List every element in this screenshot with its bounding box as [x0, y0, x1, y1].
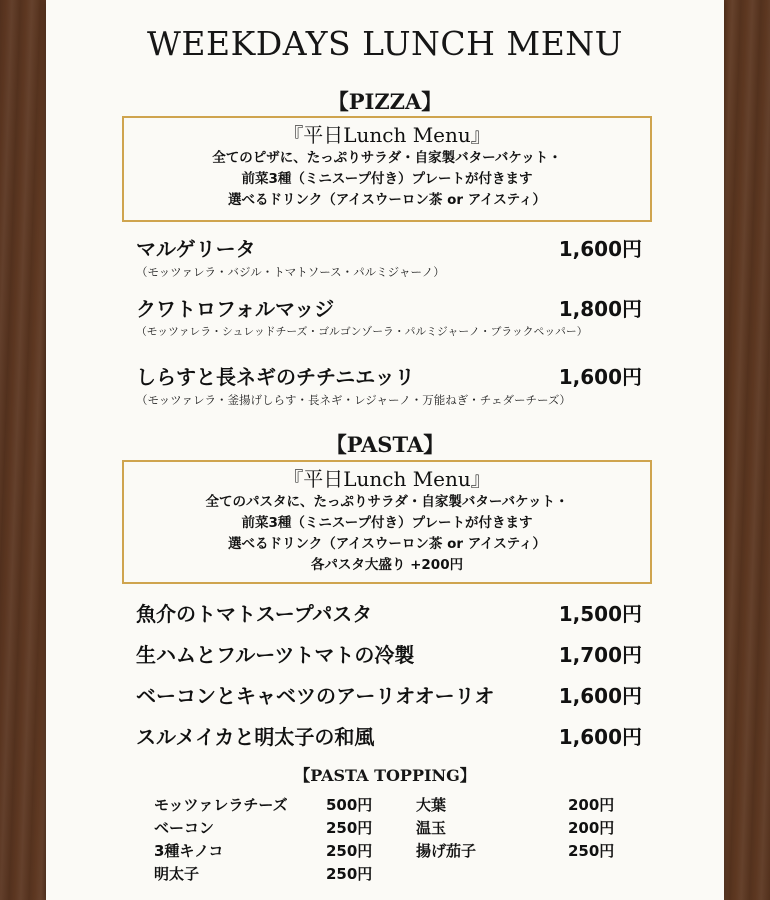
topping-name: 揚げ茄子 [416, 842, 477, 860]
pizza-item-name: マルゲリータ [136, 237, 256, 261]
pizza-box-line: 全てのピザに、たっぷりサラダ・自家製バターバケット・ [212, 150, 562, 166]
pizza-lunch-box [122, 116, 652, 222]
topping-price: 250円 [326, 865, 373, 883]
topping-name: 大葉 [416, 796, 447, 814]
pizza-box-line: 前菜3種（ミニスープ付き）プレートが付きます [241, 171, 533, 187]
pizza-box-line: 選べるドリンク（アイスウーロン茶 or アイスティ） [227, 192, 546, 208]
pasta-lunch-box [122, 460, 652, 584]
pizza-item-price: 1,600円 [558, 237, 642, 261]
pasta-box-line: 選べるドリンク（アイスウーロン茶 or アイスティ） [227, 536, 546, 552]
pasta-box-line: 前菜3種（ミニスープ付き）プレートが付きます [241, 515, 533, 531]
menu-title: WEEKDAYS LUNCH MENU [147, 24, 623, 63]
pizza-item-name: クワトロフォルマッジ [136, 297, 335, 321]
pizza-item-desc: （モッツァレラ・バジル・トマトソース・パルミジャーノ） [136, 265, 445, 279]
topping-name: 3種キノコ [154, 842, 224, 860]
pasta-box-line: 全てのパスタに、たっぷりサラダ・自家製バターバケット・ [205, 494, 569, 510]
topping-name: 明太子 [154, 865, 200, 883]
menu-paper [46, 0, 724, 900]
pizza-item-desc: （モッツァレラ・シュレッドチーズ・ゴルゴンゾーラ・パルミジャーノ・ブラックペッパー） [136, 325, 588, 338]
pasta-item-price: 1,600円 [558, 725, 642, 749]
topping-name: ベーコン [154, 819, 215, 837]
pasta-item-name: 生ハムとフルーツトマトの冷製 [136, 643, 415, 667]
pizza-box-title: 『平日Lunch Menu』 [283, 123, 491, 147]
pasta-box-title: 『平日Lunch Menu』 [283, 467, 491, 491]
pizza-heading: 【PIZZA】 [327, 89, 443, 114]
topping-price: 250円 [326, 819, 373, 837]
pasta-item-price: 1,600円 [558, 684, 642, 708]
topping-price: 200円 [568, 819, 615, 837]
pasta-box-line: 各パスタ大盛り +200円 [310, 557, 464, 573]
pasta-item-name: 魚介のトマトスープパスタ [136, 602, 373, 626]
pasta-item-name: ベーコンとキャベツのアーリオオーリオ [136, 684, 495, 708]
pizza-item-price: 1,800円 [558, 297, 642, 321]
pizza-item-desc: （モッツァレラ・釜揚げしらす・長ネギ・レジャーノ・万能ねぎ・チェダーチーズ） [136, 393, 571, 407]
topping-name: モッツァレラチーズ [154, 796, 288, 814]
topping-price: 200円 [568, 796, 615, 814]
pizza-item-name: しらすと長ネギのチチニエッリ [136, 365, 415, 389]
pasta-heading: 【PASTA】 [325, 432, 445, 457]
topping-price: 250円 [326, 842, 373, 860]
pasta-item-price: 1,700円 [558, 643, 642, 667]
topping-price: 500円 [326, 796, 373, 814]
topping-heading: 【PASTA TOPPING】 [294, 766, 476, 785]
pasta-item-name: スルメイカと明太子の和風 [136, 725, 375, 749]
topping-price: 250円 [568, 842, 615, 860]
pizza-item-price: 1,600円 [558, 365, 642, 389]
pasta-item-price: 1,500円 [558, 602, 642, 626]
topping-name: 温玉 [416, 819, 447, 837]
